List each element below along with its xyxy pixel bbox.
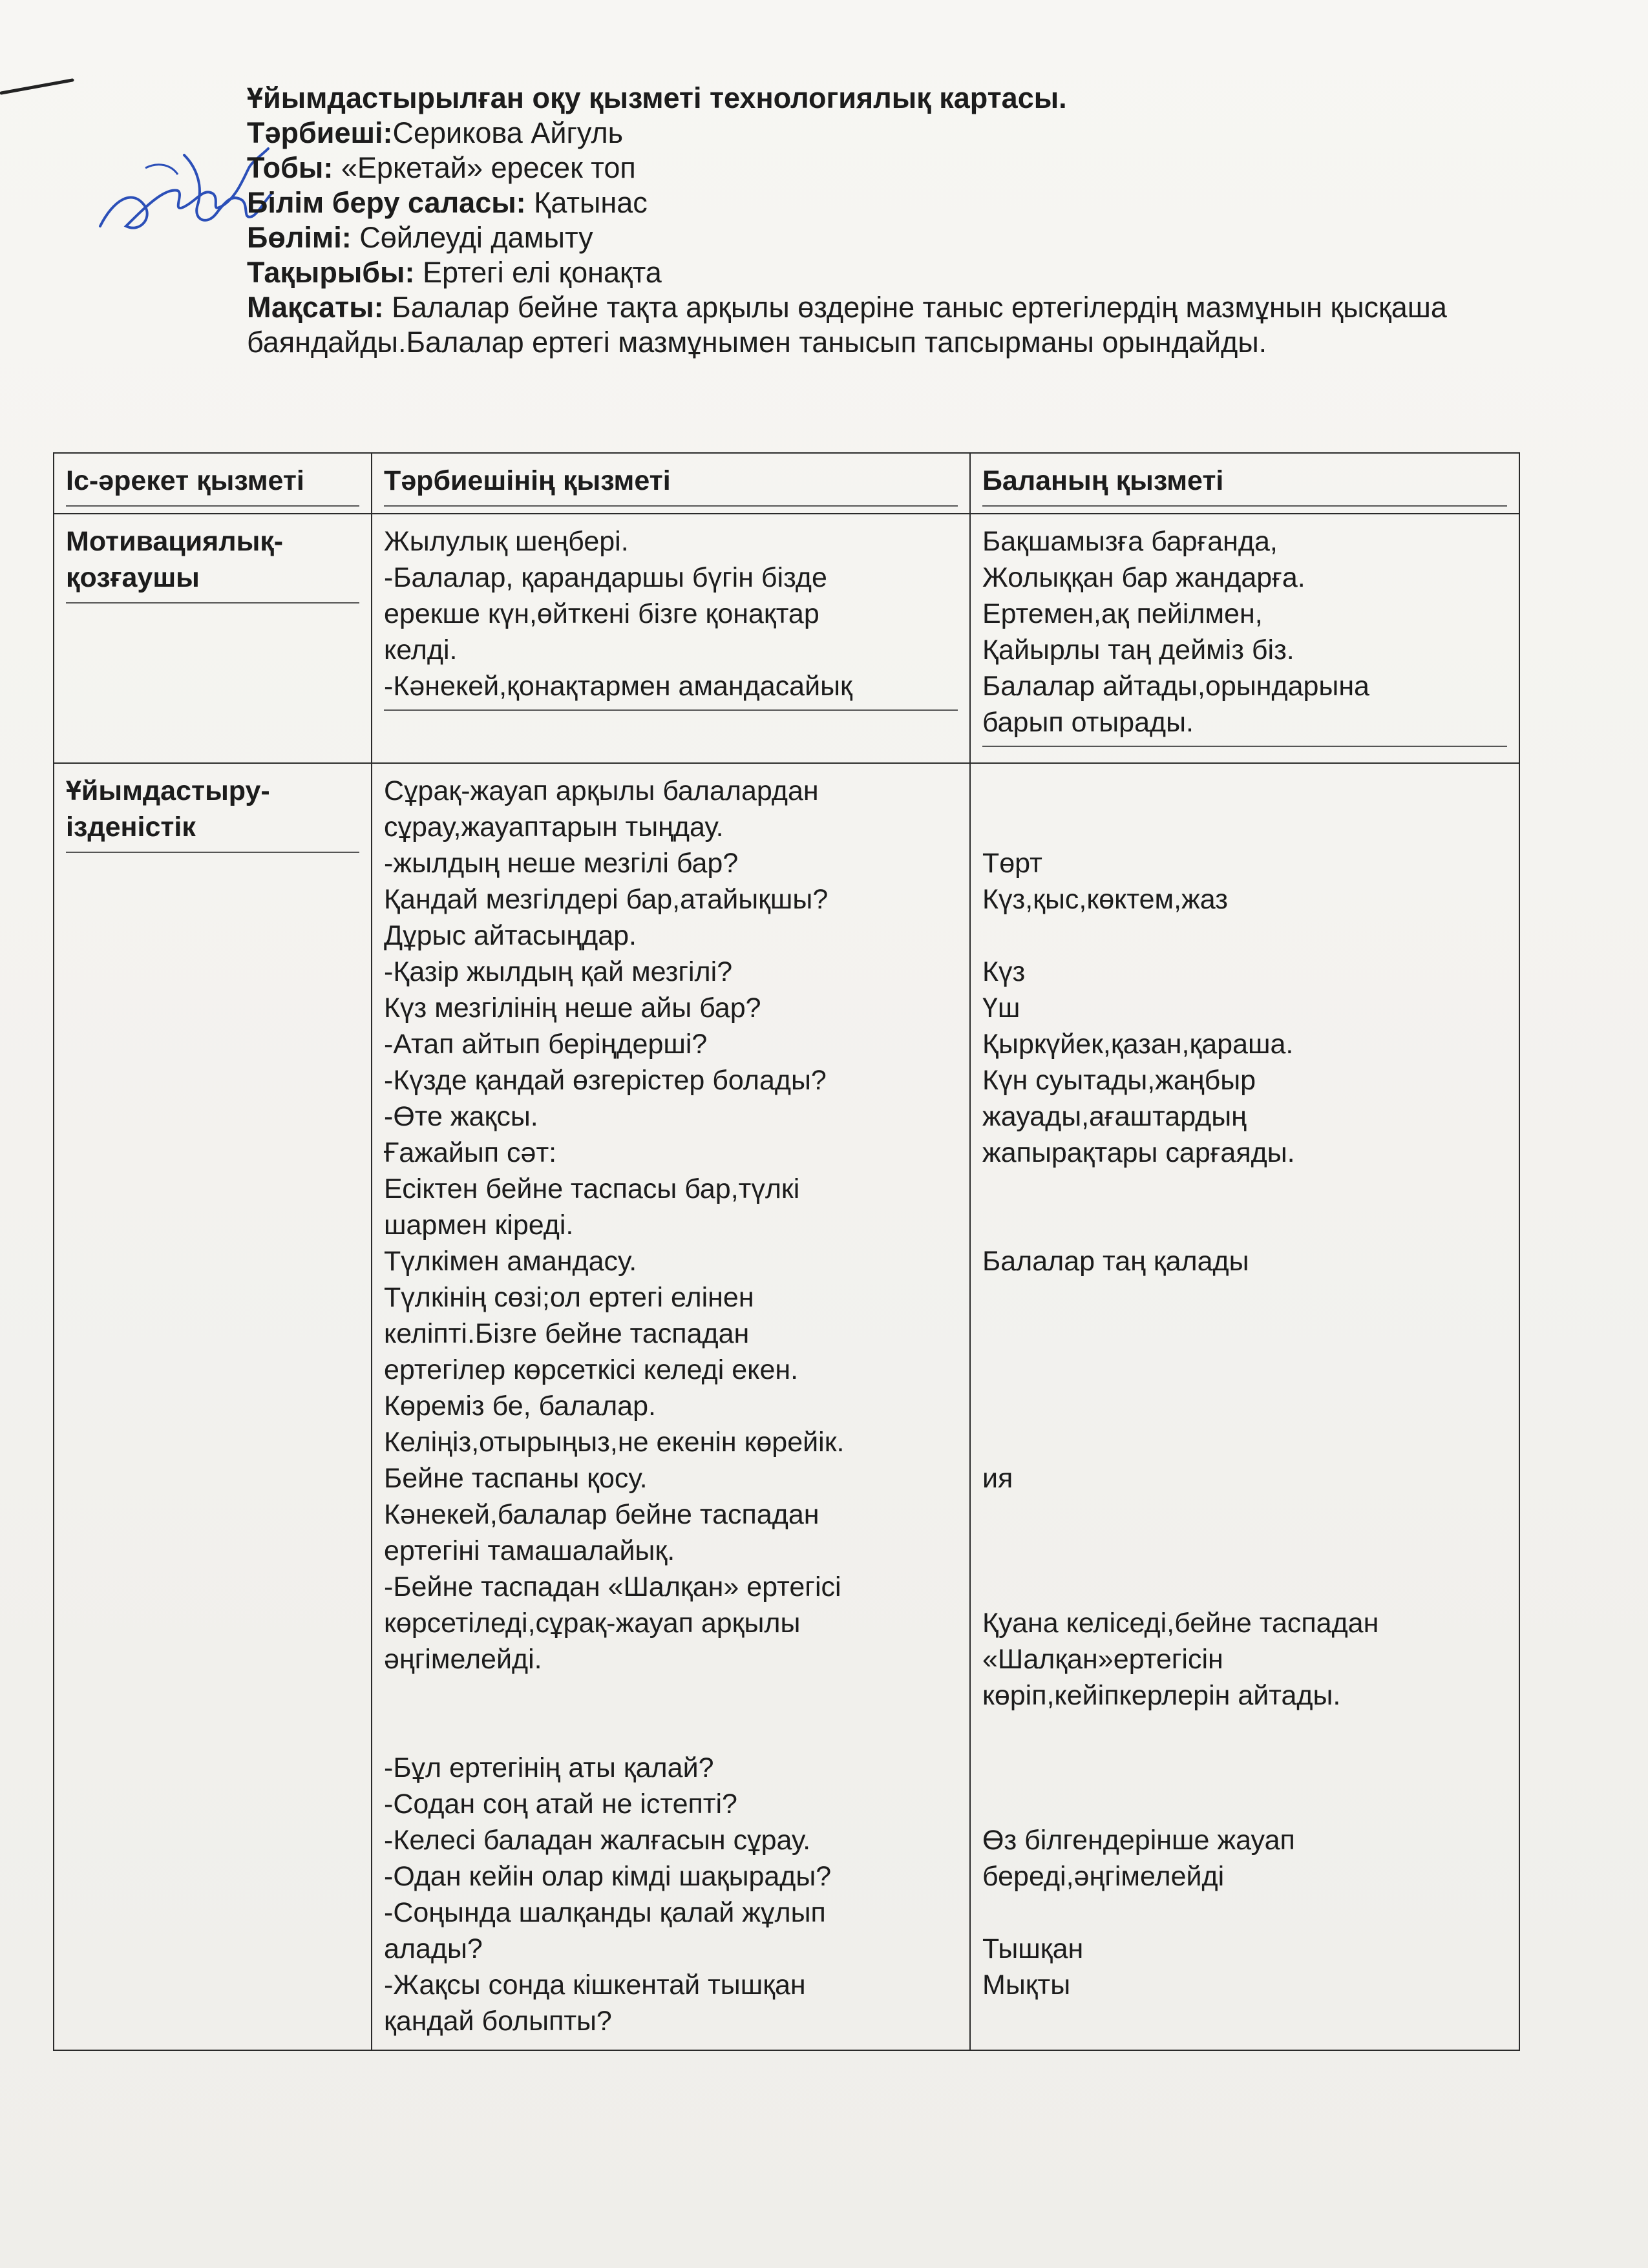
cell-text-line: Қайырлы таң дейміз біз. bbox=[982, 635, 1294, 666]
cell-text-line: -Содан соң атай не істепті? bbox=[384, 1789, 737, 1820]
cell-text-line: Төрт bbox=[982, 848, 1042, 879]
cell-text-line: Қандай мезгілдері бар,атайықшы? bbox=[384, 884, 829, 915]
area-line bbox=[247, 185, 1507, 220]
cell-text-line: Күн суытады,жаңбыр bbox=[982, 1065, 1256, 1096]
cell-text-line: қандай болыпты? bbox=[384, 2006, 612, 2037]
cell-text-line bbox=[384, 1677, 958, 1714]
cell-text-line: ия bbox=[982, 1463, 1013, 1494]
cell-text-line: Өз білгендерінше жауап bbox=[982, 1825, 1295, 1856]
cell-text-line: Үш bbox=[982, 992, 1020, 1024]
cell-text-line bbox=[384, 1714, 958, 1750]
cell-text-line bbox=[982, 1388, 1507, 1424]
stage-organization: Ұйымдастыру-ізденістік bbox=[66, 773, 359, 853]
cell-text-line: Жолыққан бар жандарға. bbox=[982, 562, 1305, 593]
teacher-value: Серикова Айгуль bbox=[392, 116, 624, 149]
teacher-cell bbox=[372, 514, 970, 763]
cell-text-line: келді. bbox=[384, 635, 458, 666]
cell-text-line: барып отырады. bbox=[982, 707, 1194, 738]
header-teacher: Тәрбиешінің қызметі bbox=[384, 463, 958, 507]
cell-text-line: -Күзде қандай өзгерістер болады? bbox=[384, 1065, 827, 1096]
cell-text-line: -Соңында шалқанды қалай жұлып bbox=[384, 1897, 826, 1928]
goal-line bbox=[247, 290, 1507, 360]
table-row-organization bbox=[54, 763, 1519, 2050]
cell-text-line: Ертемен,ақ пейілмен, bbox=[982, 598, 1263, 629]
table-row-motivation bbox=[54, 514, 1519, 763]
cell-text-line: -Өте жақсы. bbox=[384, 1101, 538, 1132]
cell-text-line: келіпті.Бізге бейне таспадан bbox=[384, 1318, 750, 1349]
cell-text-line: Дұрыс айтасыңдар. bbox=[384, 920, 637, 951]
cell-text-line: көріп,кейіпкерлерін айтады. bbox=[982, 1680, 1341, 1711]
cell-text-line bbox=[982, 1533, 1507, 1569]
cell-text-line bbox=[982, 1750, 1507, 1786]
topic-line bbox=[247, 255, 1507, 290]
cell-text-line: ерекше күн,өйткені бізге қонақтар bbox=[384, 598, 819, 629]
cell-text-line: ертегіні тамашалайық. bbox=[384, 1535, 675, 1566]
pen-mark bbox=[0, 71, 78, 97]
child-cell bbox=[970, 763, 1519, 2050]
cell-text-line bbox=[982, 1279, 1507, 1316]
cell-text-line bbox=[982, 1424, 1507, 1460]
cell-text-line: Күз мезгілінің неше айы бар? bbox=[384, 992, 761, 1024]
cell-text-line: әңгімелейді. bbox=[384, 1644, 542, 1675]
cell-text-line: Кәнекей,балалар бейне таспадан bbox=[384, 1499, 819, 1530]
cell-text-line: жауады,ағаштардың bbox=[982, 1101, 1247, 1132]
goal-value: Балалар бейне тақта арқылы өздеріне таныс ертегілердің мазмұнын қысқаша баяндайды.Балалар ертегі мазмұнымен танысып тапсырманы орындайды. bbox=[247, 291, 1447, 359]
cell-text-line bbox=[982, 1352, 1507, 1388]
cell-text-line: Күз bbox=[982, 956, 1026, 987]
technology-card-table bbox=[53, 452, 1520, 2051]
cell-text-line: -жылдың неше мезгілі бар? bbox=[384, 848, 739, 879]
cell-text-line: алады? bbox=[384, 1933, 483, 1964]
cell-text-line: Мықты bbox=[982, 1969, 1071, 2000]
teacher-label: Тәрбиеші: bbox=[247, 116, 393, 149]
cell-text-line: Балалар таң қалады bbox=[982, 1246, 1249, 1277]
section-line bbox=[247, 220, 1507, 255]
child-lines-organization bbox=[982, 773, 1507, 2043]
teacher-lines-organization bbox=[384, 773, 958, 2043]
teacher-lines-motivation bbox=[384, 523, 958, 711]
header-child: Баланың қызметі bbox=[982, 463, 1507, 507]
document-header bbox=[247, 81, 1507, 360]
child-cell bbox=[970, 514, 1519, 763]
topic-value: Ертегі елі қонақта bbox=[423, 256, 662, 289]
cell-text-line: -Атап айтып беріңдерші? bbox=[384, 1029, 708, 1060]
cell-text-line: Тышқан bbox=[982, 1933, 1084, 1964]
cell-text-line bbox=[982, 1207, 1507, 1243]
cell-text-line bbox=[982, 1714, 1507, 1750]
cell-text-line: Қуана келіседі,бейне таспадан bbox=[982, 1608, 1379, 1639]
cell-text-line: Сұрақ-жауап арқылы балалардан bbox=[384, 775, 819, 806]
header-cell-child bbox=[970, 453, 1519, 514]
header-cell-teacher bbox=[372, 453, 970, 514]
stage-cell bbox=[54, 514, 372, 763]
cell-text-line bbox=[982, 1171, 1507, 1207]
goal-label: Мақсаты: bbox=[247, 291, 384, 324]
child-lines-motivation bbox=[982, 523, 1507, 747]
cell-text-line: ертегілер көрсеткісі келеді екен. bbox=[384, 1354, 799, 1385]
teacher-line bbox=[247, 116, 1507, 151]
cell-text-line: Ғажайып сәт: bbox=[384, 1137, 557, 1168]
group-line bbox=[247, 151, 1507, 185]
cell-text-line bbox=[982, 1569, 1507, 1605]
cell-text-line: Бейне таспаны қосу. bbox=[384, 1463, 648, 1494]
cell-text-line: Бақшамызға барғанда, bbox=[982, 526, 1278, 557]
cell-text-line: -Келесі баладан жалғасын сұрау. bbox=[384, 1825, 811, 1856]
stage-cell bbox=[54, 763, 372, 2050]
cell-text-line: жапырақтары сарғаяды. bbox=[982, 1137, 1295, 1168]
cell-text-line bbox=[982, 773, 1507, 809]
cell-text-line bbox=[982, 918, 1507, 954]
header-activity: Іс-әрекет қызметі bbox=[66, 463, 359, 507]
topic-label: Тақырыбы: bbox=[247, 256, 415, 289]
section-value: Сөйлеуді дамыту bbox=[359, 221, 593, 254]
header-cell-activity bbox=[54, 453, 372, 514]
cell-text-line: Жылулық шеңбері. bbox=[384, 526, 629, 557]
cell-text-line: Көреміз бе, балалар. bbox=[384, 1391, 656, 1422]
section-label: Бөлімі: bbox=[247, 221, 352, 254]
cell-text-line bbox=[982, 1496, 1507, 1533]
cell-text-line: шармен кіреді. bbox=[384, 1210, 574, 1241]
cell-text-line: Түлкімен амандасу. bbox=[384, 1246, 637, 1277]
cell-text-line: сұрау,жауаптарын тыңдау. bbox=[384, 812, 724, 843]
cell-text-line: -Одан кейін олар кімді шақырады? bbox=[384, 1861, 832, 1892]
cell-text-line: Есіктен бейне таспасы бар,түлкі bbox=[384, 1173, 800, 1204]
cell-text-line: көрсетіледі,сұрақ-жауап арқылы bbox=[384, 1608, 801, 1639]
cell-text-line bbox=[982, 1895, 1507, 1931]
cell-text-line: Күз,қыс,көктем,жаз bbox=[982, 884, 1228, 915]
stage-motivation: Мотивациялық-қозғаушы bbox=[66, 523, 359, 604]
table-header-row bbox=[54, 453, 1519, 514]
cell-text-line: «Шалқан»ертегісін bbox=[982, 1644, 1223, 1675]
cell-text-line bbox=[982, 809, 1507, 845]
cell-text-line bbox=[982, 1786, 1507, 1822]
area-value: Қатынас bbox=[534, 186, 648, 219]
cell-text-line: -Жақсы сонда кішкентай тышқан bbox=[384, 1969, 806, 2000]
area-label: Білім беру саласы: bbox=[247, 186, 526, 219]
cell-text-line: Қыркүйек,қазан,қараша. bbox=[982, 1029, 1294, 1060]
cell-text-line bbox=[982, 1316, 1507, 1352]
cell-text-line: -Бұл ертегінің аты қалай? bbox=[384, 1752, 714, 1783]
group-value: «Еркетай» ересек топ bbox=[341, 151, 636, 184]
cell-text-line bbox=[982, 2003, 1507, 2039]
cell-text-line: -Қазір жылдың қай мезгілі? bbox=[384, 956, 733, 987]
cell-text-line: -Кәнекей,қонақтармен амандасайық bbox=[384, 671, 852, 702]
document-title: Ұйымдастырылған оқу қызметі технологиялық картасы. bbox=[247, 81, 1067, 114]
cell-text-line: -Балалар, қарандаршы бүгін бізде bbox=[384, 562, 827, 593]
group-label: Тобы: bbox=[247, 151, 333, 184]
cell-text-line: Балалар айтады,орындарына bbox=[982, 671, 1369, 702]
cell-text-line: Түлкінің сөзі;ол ертегі елінен bbox=[384, 1282, 754, 1313]
cell-text-line: Келіңіз,отырыңыз,не екенін көрейік. bbox=[384, 1427, 845, 1458]
cell-text-line: береді,әңгімелейді bbox=[982, 1861, 1225, 1892]
teacher-cell bbox=[372, 763, 970, 2050]
cell-text-line: -Бейне таспадан «Шалқан» ертегісі bbox=[384, 1571, 841, 1602]
